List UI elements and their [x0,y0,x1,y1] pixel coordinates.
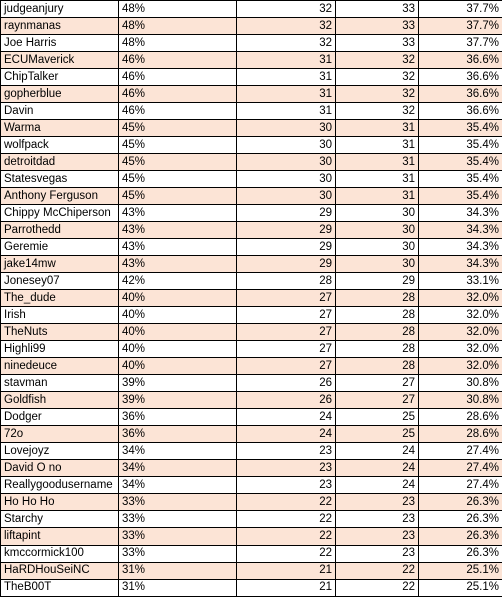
games-cell: 32 [336,86,419,103]
player-name-cell: wolfpack [1,137,119,154]
games-cell: 25 [336,426,419,443]
ratio-percent-cell: 26.3% [419,545,502,562]
ratio-percent-cell: 37.7% [419,1,502,18]
player-name-cell: Goldfish [1,392,119,409]
ratio-percent-cell: 33.1% [419,273,502,290]
win-percent-cell: 40% [119,358,237,375]
table-row [1,392,502,409]
win-percent-cell: 45% [119,188,237,205]
games-cell: 28 [336,324,419,341]
ratio-percent-cell: 30.8% [419,375,502,392]
player-name-cell: judgeanjury [1,1,119,18]
wins-cell: 22 [237,494,336,511]
table-row [1,494,502,511]
table-row [1,528,502,545]
wins-cell: 27 [237,358,336,375]
player-name-cell: Dodger [1,409,119,426]
ratio-percent-cell: 37.7% [419,18,502,35]
table-row [1,205,502,222]
player-name-cell: ninedeuce [1,358,119,375]
wins-cell: 23 [237,460,336,477]
win-percent-cell: 45% [119,120,237,137]
player-name-cell: Jonesey07 [1,273,119,290]
ratio-percent-cell: 37.7% [419,35,502,52]
wins-cell: 30 [237,120,336,137]
wins-cell: 30 [237,188,336,205]
player-name-cell: Irish [1,307,119,324]
win-percent-cell: 33% [119,511,237,528]
player-name-cell: jake14mw [1,256,119,273]
ratio-percent-cell: 36.6% [419,86,502,103]
table-row [1,375,502,392]
ratio-percent-cell: 32.0% [419,341,502,358]
ratio-percent-cell: 34.3% [419,239,502,256]
wins-cell: 22 [237,511,336,528]
win-percent-cell: 34% [119,477,237,494]
wins-cell: 30 [237,171,336,188]
win-percent-cell: 39% [119,375,237,392]
ratio-percent-cell: 36.6% [419,103,502,120]
games-cell: 28 [336,341,419,358]
win-percent-cell: 45% [119,137,237,154]
wins-cell: 23 [237,443,336,460]
games-cell: 22 [336,562,419,579]
player-name-cell: ChipTalker [1,69,119,86]
table-row [1,86,502,103]
table-row [1,545,502,562]
table-row [1,18,502,35]
wins-cell: 28 [237,273,336,290]
games-cell: 23 [336,545,419,562]
win-percent-cell: 43% [119,222,237,239]
win-percent-cell: 40% [119,290,237,307]
player-name-cell: Ho Ho Ho [1,494,119,511]
player-name-cell: detroitdad [1,154,119,171]
player-name-cell: Lovejoyz [1,443,119,460]
player-name-cell: liftapint [1,528,119,545]
ratio-percent-cell: 34.3% [419,205,502,222]
table-row [1,443,502,460]
player-name-cell: The_dude [1,290,119,307]
win-percent-cell: 40% [119,341,237,358]
ratio-percent-cell: 25.1% [419,562,502,579]
table-row [1,1,502,18]
win-percent-cell: 46% [119,69,237,86]
ratio-percent-cell: 32.0% [419,358,502,375]
games-cell: 28 [336,307,419,324]
games-cell: 32 [336,69,419,86]
win-percent-cell: 48% [119,18,237,35]
win-percent-cell: 31% [119,562,237,579]
games-cell: 24 [336,443,419,460]
player-name-cell: Starchy [1,511,119,528]
wins-cell: 32 [237,35,336,52]
player-name-cell: raynmanas [1,18,119,35]
wins-cell: 31 [237,69,336,86]
player-name-cell: kmccormick100 [1,545,119,562]
win-percent-cell: 33% [119,494,237,511]
table-row [1,69,502,86]
table-row [1,579,502,596]
ratio-percent-cell: 34.3% [419,256,502,273]
games-cell: 23 [336,511,419,528]
player-name-cell: gopherblue [1,86,119,103]
table-row [1,52,502,69]
table-row [1,222,502,239]
table-row [1,120,502,137]
table-row [1,137,502,154]
table-row [1,511,502,528]
table-row [1,307,502,324]
win-percent-cell: 43% [119,205,237,222]
games-cell: 31 [336,188,419,205]
games-cell: 27 [336,375,419,392]
wins-cell: 31 [237,86,336,103]
wins-cell: 26 [237,392,336,409]
player-name-cell: Geremie [1,239,119,256]
ratio-percent-cell: 26.3% [419,528,502,545]
ratio-percent-cell: 27.4% [419,443,502,460]
win-percent-cell: 46% [119,103,237,120]
player-name-cell: Anthony Ferguson [1,188,119,205]
ratio-percent-cell: 35.4% [419,120,502,137]
games-cell: 32 [336,103,419,120]
ratio-percent-cell: 26.3% [419,494,502,511]
wins-cell: 27 [237,341,336,358]
wins-cell: 24 [237,409,336,426]
ratio-percent-cell: 34.3% [419,222,502,239]
games-cell: 22 [336,579,419,596]
ratio-percent-cell: 32.0% [419,324,502,341]
games-cell: 33 [336,1,419,18]
table-row [1,426,502,443]
player-name-cell: Parrothedd [1,222,119,239]
wins-cell: 24 [237,426,336,443]
ratio-percent-cell: 28.6% [419,409,502,426]
player-name-cell: Chippy McChiperson [1,205,119,222]
win-percent-cell: 43% [119,239,237,256]
wins-cell: 21 [237,562,336,579]
wins-cell: 30 [237,154,336,171]
games-cell: 23 [336,528,419,545]
player-name-cell: David O no [1,460,119,477]
table-row [1,358,502,375]
table-row [1,188,502,205]
table-row [1,460,502,477]
games-cell: 29 [336,273,419,290]
table-row [1,35,502,52]
player-name-cell: ECUMaverick [1,52,119,69]
wins-cell: 30 [237,137,336,154]
games-cell: 30 [336,239,419,256]
ratio-percent-cell: 27.4% [419,477,502,494]
games-cell: 24 [336,477,419,494]
wins-cell: 22 [237,545,336,562]
win-percent-cell: 45% [119,171,237,188]
player-name-cell: 72o [1,426,119,443]
games-cell: 25 [336,409,419,426]
games-cell: 30 [336,205,419,222]
win-percent-cell: 34% [119,460,237,477]
games-cell: 28 [336,290,419,307]
ratio-percent-cell: 36.6% [419,52,502,69]
ratio-percent-cell: 36.6% [419,69,502,86]
wins-cell: 31 [237,103,336,120]
games-cell: 28 [336,358,419,375]
table-row [1,341,502,358]
win-percent-cell: 39% [119,392,237,409]
table-row [1,324,502,341]
player-name-cell: HaRDHouSeiNC [1,562,119,579]
games-cell: 30 [336,256,419,273]
player-name-cell: Statesvegas [1,171,119,188]
ratio-percent-cell: 35.4% [419,171,502,188]
wins-cell: 29 [237,256,336,273]
table-row [1,239,502,256]
win-percent-cell: 36% [119,409,237,426]
player-name-cell: Reallygoodusername [1,477,119,494]
games-cell: 27 [336,392,419,409]
win-percent-cell: 46% [119,86,237,103]
wins-cell: 31 [237,52,336,69]
table-body [1,1,502,597]
ratio-percent-cell: 35.4% [419,188,502,205]
games-cell: 24 [336,460,419,477]
wins-cell: 27 [237,290,336,307]
games-cell: 31 [336,171,419,188]
table-row [1,273,502,290]
games-cell: 32 [336,52,419,69]
win-percent-cell: 31% [119,579,237,596]
table-row [1,256,502,273]
player-name-cell: TheB00T [1,579,119,596]
wins-cell: 22 [237,528,336,545]
win-percent-cell: 33% [119,528,237,545]
games-cell: 30 [336,222,419,239]
table-row [1,409,502,426]
table-row [1,103,502,120]
ratio-percent-cell: 32.0% [419,307,502,324]
player-name-cell: Joe Harris [1,35,119,52]
games-cell: 33 [336,18,419,35]
win-percent-cell: 43% [119,256,237,273]
win-percent-cell: 45% [119,154,237,171]
win-percent-cell: 40% [119,307,237,324]
wins-cell: 21 [237,579,336,596]
ratio-percent-cell: 35.4% [419,154,502,171]
ratio-percent-cell: 30.8% [419,392,502,409]
wins-cell: 29 [237,239,336,256]
ratio-percent-cell: 35.4% [419,137,502,154]
player-name-cell: Warma [1,120,119,137]
games-cell: 33 [336,35,419,52]
win-percent-cell: 48% [119,35,237,52]
win-percent-cell: 40% [119,324,237,341]
win-percent-cell: 48% [119,1,237,18]
wins-cell: 23 [237,477,336,494]
player-name-cell: Highli99 [1,341,119,358]
table-row [1,562,502,579]
player-name-cell: Davin [1,103,119,120]
wins-cell: 29 [237,222,336,239]
win-percent-cell: 34% [119,443,237,460]
games-cell: 31 [336,154,419,171]
games-cell: 31 [336,120,419,137]
win-percent-cell: 42% [119,273,237,290]
games-cell: 23 [336,494,419,511]
table-row [1,171,502,188]
wins-cell: 32 [237,1,336,18]
win-percent-cell: 36% [119,426,237,443]
table-row [1,477,502,494]
wins-cell: 32 [237,18,336,35]
table-row [1,154,502,171]
table-row [1,290,502,307]
player-name-cell: stavman [1,375,119,392]
wins-cell: 29 [237,205,336,222]
ratio-percent-cell: 28.6% [419,426,502,443]
ratio-percent-cell: 32.0% [419,290,502,307]
ratio-percent-cell: 25.1% [419,579,502,596]
win-percent-cell: 33% [119,545,237,562]
wins-cell: 27 [237,324,336,341]
wins-cell: 27 [237,307,336,324]
ratio-percent-cell: 26.3% [419,511,502,528]
games-cell: 31 [336,137,419,154]
ratio-percent-cell: 27.4% [419,460,502,477]
win-percent-cell: 46% [119,52,237,69]
wins-cell: 26 [237,375,336,392]
player-name-cell: TheNuts [1,324,119,341]
